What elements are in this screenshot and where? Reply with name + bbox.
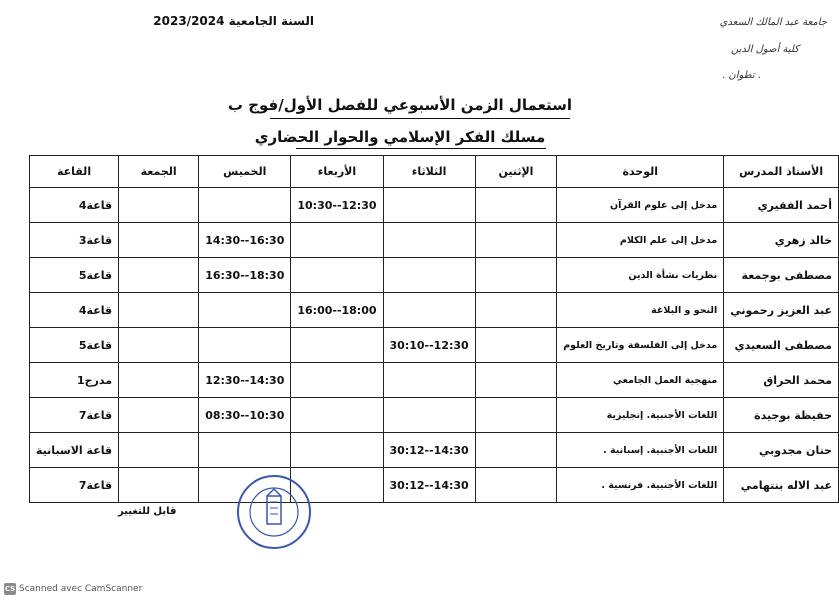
room-cell: قاعة4 — [30, 188, 119, 223]
camscanner-watermark — [4, 583, 142, 595]
friday-cell — [119, 188, 199, 223]
track-underline — [296, 148, 546, 149]
wednesday-cell: 10:30--12:30 — [291, 188, 383, 223]
table-row — [30, 398, 839, 433]
header-friday: الجمعة — [119, 156, 199, 188]
room-cell: قاعة7 — [30, 398, 119, 433]
unit-cell: اللغات الأجنبية. فرنسية . — [557, 468, 724, 503]
unit-cell: منهجية العمل الجامعي — [557, 363, 724, 398]
camscanner-label: Scanned avec CamScanner — [19, 584, 143, 594]
thursday-cell — [199, 328, 291, 363]
monday-cell — [475, 223, 556, 258]
friday-cell — [119, 258, 199, 293]
room-cell: مدرج1 — [30, 363, 119, 398]
room-cell: قاعة الاسبانية — [30, 433, 119, 468]
wednesday-cell: 16:00--18:00 — [291, 293, 383, 328]
wednesday-cell — [291, 258, 383, 293]
friday-cell — [119, 223, 199, 258]
table-row — [30, 258, 839, 293]
header-teacher: الأستاذ المدرس — [724, 156, 839, 188]
monday-cell — [475, 468, 556, 503]
thursday-cell — [199, 433, 291, 468]
tuesday-cell — [383, 258, 475, 293]
teacher-cell: مصطفى السعيدي — [724, 328, 839, 363]
tuesday-cell — [383, 188, 475, 223]
faculty-name-handwritten: كلية أصول الدين — [731, 44, 799, 55]
table-header-row — [30, 156, 839, 188]
room-cell: قاعة4 — [30, 293, 119, 328]
thursday-cell: 16:30--18:30 — [199, 258, 291, 293]
tuesday-cell — [383, 398, 475, 433]
teacher-cell: أحمد الفقيري — [724, 188, 839, 223]
wednesday-cell — [291, 363, 383, 398]
room-cell: قاعة5 — [30, 328, 119, 363]
tuesday-cell: 30:12--14:30 — [383, 468, 475, 503]
university-stamp-icon — [234, 472, 314, 552]
friday-cell — [119, 328, 199, 363]
teacher-cell: خالد زهري — [724, 223, 839, 258]
tuesday-cell: 30:10--12:30 — [383, 328, 475, 363]
schedule-table — [29, 155, 839, 503]
wednesday-cell — [291, 223, 383, 258]
teacher-cell: مصطفى بوجمعة — [724, 258, 839, 293]
thursday-cell: 12:30--14:30 — [199, 363, 291, 398]
header-unit: الوحدة — [557, 156, 724, 188]
table-row — [30, 433, 839, 468]
monday-cell — [475, 258, 556, 293]
friday-cell — [119, 363, 199, 398]
monday-cell — [475, 398, 556, 433]
table-row — [30, 468, 839, 503]
teacher-cell: عبد العزيز رحموني — [724, 293, 839, 328]
header-wednesday: الأربعاء — [291, 156, 383, 188]
table-row — [30, 188, 839, 223]
monday-cell — [475, 363, 556, 398]
unit-cell: مدخل إلى علم الكلام — [557, 223, 724, 258]
monday-cell — [475, 188, 556, 223]
unit-cell: النحو و البلاغة — [557, 293, 724, 328]
tuesday-cell — [383, 363, 475, 398]
subject-to-change-note: قابل للتغيير — [118, 506, 177, 517]
table-row — [30, 223, 839, 258]
tuesday-cell: 30:12--14:30 — [383, 433, 475, 468]
table-row — [30, 363, 839, 398]
header-monday: الإثنين — [475, 156, 556, 188]
monday-cell — [475, 293, 556, 328]
title-underline — [270, 118, 570, 119]
teacher-cell: حفيظة بوجيدة — [724, 398, 839, 433]
friday-cell — [119, 468, 199, 503]
unit-cell: اللغات الأجنبية. إسبانية . — [557, 433, 724, 468]
monday-cell — [475, 433, 556, 468]
university-name-handwritten: جامعة عبد المالك السعدي — [719, 17, 827, 28]
unit-cell: نظريات نشأة الدين — [557, 258, 724, 293]
friday-cell — [119, 398, 199, 433]
wednesday-cell — [291, 433, 383, 468]
table-row — [30, 293, 839, 328]
friday-cell — [119, 433, 199, 468]
tuesday-cell — [383, 293, 475, 328]
unit-cell: مدخل إلى الفلسفة وتاريخ العلوم — [557, 328, 724, 363]
monday-cell — [475, 328, 556, 363]
camscanner-icon: CS — [4, 585, 16, 593]
city-handwritten: . تطوان . — [722, 70, 761, 81]
track-title: مسلك الفكر الإسلامي والحوار الحضاري — [254, 128, 546, 146]
teacher-cell: محمد الحراق — [724, 363, 839, 398]
thursday-cell: 08:30--10:30 — [199, 398, 291, 433]
unit-cell: اللغات الأجنبية. إنجليزية — [557, 398, 724, 433]
academic-year: السنة الجامعية 2023/2024 — [153, 14, 314, 28]
wednesday-cell — [291, 398, 383, 433]
header-room: القاعة — [30, 156, 119, 188]
room-cell: قاعة7 — [30, 468, 119, 503]
teacher-cell: عبد الاله بنتهامي — [724, 468, 839, 503]
table-row — [30, 328, 839, 363]
thursday-cell — [199, 188, 291, 223]
thursday-cell: 14:30--16:30 — [199, 223, 291, 258]
room-cell: قاعة3 — [30, 223, 119, 258]
unit-cell: مدخل إلى علوم القرآن — [557, 188, 724, 223]
room-cell: قاعة5 — [30, 258, 119, 293]
teacher-cell: حنان مجدوبي — [724, 433, 839, 468]
wednesday-cell — [291, 328, 383, 363]
page-title: استعمال الزمن الأسبوعي للفصل الأول/فوج ب — [227, 96, 573, 114]
header-thursday: الخميس — [199, 156, 291, 188]
header-tuesday: الثلاثاء — [383, 156, 475, 188]
thursday-cell — [199, 293, 291, 328]
friday-cell — [119, 293, 199, 328]
tuesday-cell — [383, 223, 475, 258]
